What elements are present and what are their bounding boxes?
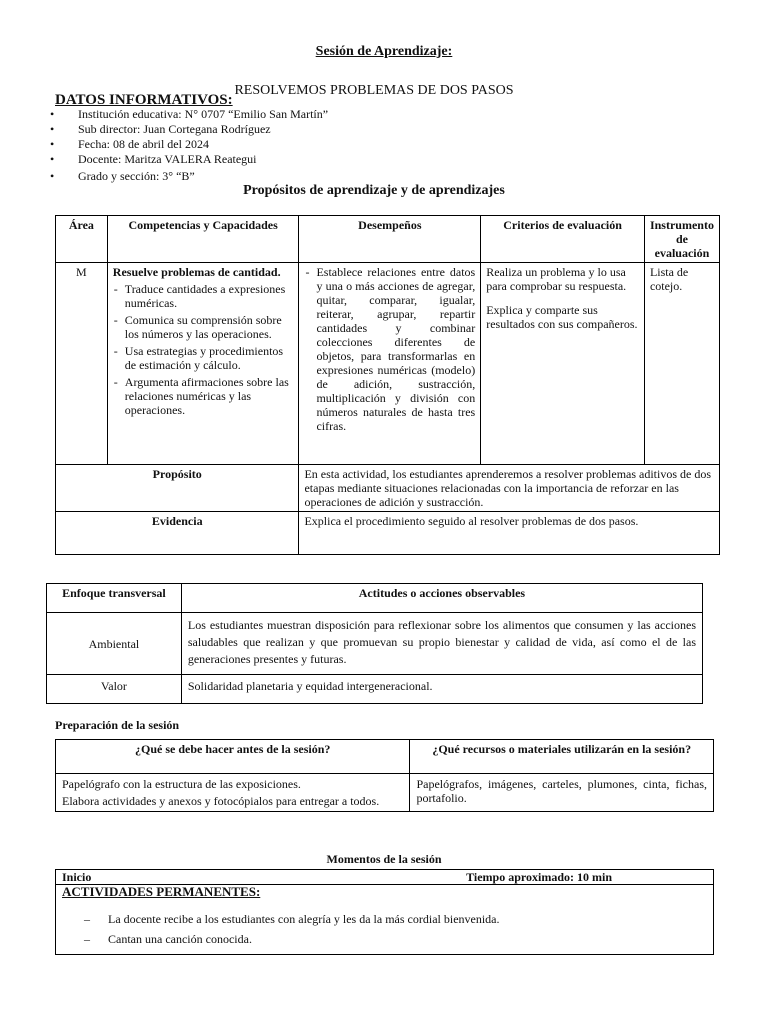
- col-area: Área: [56, 216, 108, 263]
- col-competencias: Competencias y Capacidades: [107, 216, 299, 263]
- enfoque-table: [46, 583, 703, 704]
- info-item: • Docente: Maritza VALERA Reategui: [50, 152, 550, 167]
- col-criterios: Criterios de evaluación: [481, 216, 645, 263]
- capacidades-list: [113, 282, 294, 417]
- enfoque-name: Valor: [47, 675, 182, 704]
- propositos-table: [55, 215, 720, 555]
- actividad-item: – La docente recibe a los estudiantes con alegría y les da la más cordial bienvenida.: [62, 909, 707, 929]
- recursos-col-header: ¿Qué recursos o materiales utilizarán en la sesión?: [410, 740, 714, 774]
- momentos-table: [55, 869, 714, 955]
- antes-item: Papelógrafo con la estructura de las exposiciones.: [62, 777, 301, 791]
- capacidad-item: - Usa estrategias y procedimientos de estimación y cálculo.: [113, 344, 294, 372]
- preparacion-heading: Preparación de la sesión: [55, 718, 180, 732]
- instrumento-cell: Lista de cotejo.: [644, 263, 719, 465]
- info-item: • Sub director: Juan Cortegana Rodríguez: [50, 122, 550, 137]
- actividades-cell: [56, 885, 714, 955]
- enfoque-name: Ambiental: [47, 613, 182, 675]
- inicio-row: [56, 870, 714, 885]
- info-item: • Institución educativa: N° 0707 “Emilio San Martín”: [50, 107, 550, 122]
- propositos-heading: Propósitos de aprendizaje y de aprendizajes: [243, 183, 505, 198]
- actividades-list: [62, 909, 707, 949]
- evidencia-text: Explica el procedimiento seguido al resolver problemas de dos pasos.: [299, 512, 720, 555]
- desempeno-cell: [299, 263, 481, 465]
- actitudes-col-header: Actitudes o acciones observables: [181, 584, 702, 613]
- criterios-cell: [481, 263, 645, 465]
- proposito-text: En esta actividad, los estudiantes aprenderemos a resolver problemas aditivos de dos etapas mediante situaciones relacionadas con la importancia de reforzar en las operaciones de adición y sustracción.: [299, 465, 720, 512]
- criterio-item: Explica y comparte sus resultados con sus compañeros.: [486, 303, 638, 331]
- proposito-label: Propósito: [56, 465, 299, 512]
- desempeno-list: [304, 265, 475, 433]
- antes-item: Elabora actividades y anexos y fotocópialos para entregar a todos.: [62, 794, 380, 808]
- info-item: • Fecha: 08 de abril del 2024: [50, 137, 550, 152]
- permanentes-heading: ACTIVIDADES PERMANENTES:: [62, 884, 261, 899]
- inicio-label: Inicio: [62, 870, 92, 884]
- area-cell: M: [56, 263, 108, 465]
- actividad-item: – Cantan una canción conocida.: [62, 929, 707, 949]
- momentos-heading: Momentos de la sesión: [326, 852, 442, 866]
- desempeno-item: - Establece relaciones entre datos y una o más acciones de agregar, quitar, comparar, igualar, reiterar, agrupar, repartir cantidades y combinar colecciones diferentes de objetos, para transformarlas en expresiones numéricas (modelo) de adición, sustracción, multiplicación y división con números naturales de hasta tres cifras.: [304, 265, 475, 433]
- col-desempenos: Desempeños: [299, 216, 481, 263]
- capacidad-item: - Comunica su comprensión sobre los números y las operaciones.: [113, 313, 294, 341]
- competencia-title: Resuelve problemas de cantidad.: [112, 265, 281, 279]
- antes-col-header: ¿Qué se debe hacer antes de la sesión?: [56, 740, 410, 774]
- datos-heading: DATOS INFORMATIVOS:: [55, 92, 233, 108]
- col-instrumento: Instrumento de evaluación: [644, 216, 719, 263]
- enfoque-text: Los estudiantes muestran disposición para reflexionar sobre los alimentos que consumen y las acciones saludables que realizan y que promuevan su propio bienestar y calidad de vida, así como el de las generaciones presentes y futuras.: [181, 613, 702, 675]
- evidencia-label: Evidencia: [56, 512, 299, 555]
- info-item: • Grado y sección: 3° “B”: [50, 169, 550, 184]
- enfoque-col-header: Enfoque transversal: [47, 584, 182, 613]
- info-list: [50, 107, 550, 184]
- capacidad-item: - Argumenta afirmaciones sobre las relaciones numéricas y las operaciones.: [113, 375, 294, 417]
- enfoque-text: Solidaridad planetaria y equidad intergeneracional.: [181, 675, 702, 704]
- criterio-item: Realiza un problema y lo usa para comprobar su respuesta.: [486, 265, 627, 293]
- session-title: Sesión de Aprendizaje:: [315, 44, 453, 59]
- tiempo-label: Tiempo aproximado: 10 min: [466, 870, 612, 884]
- recursos-cell: Papelógrafos, imágenes, carteles, plumones, cinta, fichas, portafolio.: [410, 774, 714, 812]
- antes-cell: [56, 774, 410, 812]
- session-subtitle: RESOLVEMOS PROBLEMAS DE DOS PASOS: [234, 83, 514, 98]
- capacidad-item: - Traduce cantidades a expresiones numéricas.: [113, 282, 294, 310]
- competencias-cell: [107, 263, 299, 465]
- preparacion-table: [55, 739, 714, 812]
